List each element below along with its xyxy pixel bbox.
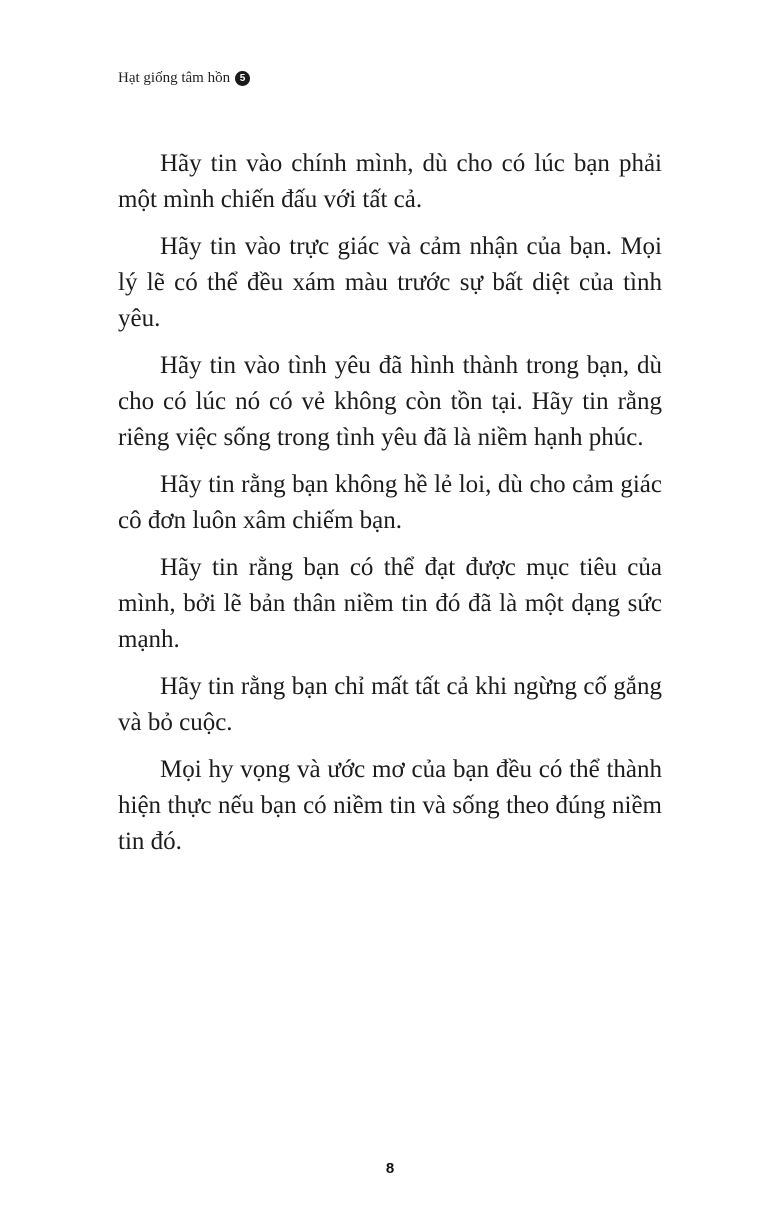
body-text bbox=[118, 146, 662, 871]
paragraph: Hãy tin vào chính mình, dù cho có lúc bạn phải một mình chiến đấu với tất cả. bbox=[118, 150, 662, 213]
page-number: 8 bbox=[385, 1160, 395, 1177]
paragraph: Hãy tin vào tình yêu đã hình thành trong bạn, dù cho có lúc nó có vẻ không còn tồn tại. Hãy tin rằng riêng việc sống trong tình yêu đã là niềm hạnh phúc. bbox=[118, 352, 662, 451]
paragraph: Hãy tin rằng bạn không hề lẻ loi, dù cho cảm giác cô đơn luôn xâm chiếm bạn. bbox=[118, 471, 662, 534]
paragraph: Hãy tin rằng bạn chỉ mất tất cả khi ngừng cố gắng và bỏ cuộc. bbox=[118, 673, 662, 736]
paragraph: Mọi hy vọng và ước mơ của bạn đều có thể thành hiện thực nếu bạn có niềm tin và sống theo đúng niềm tin đó. bbox=[118, 756, 662, 855]
running-header bbox=[118, 70, 250, 87]
book-title: Hạt giống tâm hồn bbox=[118, 70, 231, 86]
paragraph: Hãy tin vào trực giác và cảm nhận của bạn. Mọi lý lẽ có thể đều xám màu trước sự bất diệt của tình yêu. bbox=[118, 233, 662, 332]
volume-number-badge: 5 bbox=[235, 71, 250, 86]
paragraph: Hãy tin rằng bạn có thể đạt được mục tiêu của mình, bởi lẽ bản thân niềm tin đó đã là một dạng sức mạnh. bbox=[118, 554, 662, 653]
